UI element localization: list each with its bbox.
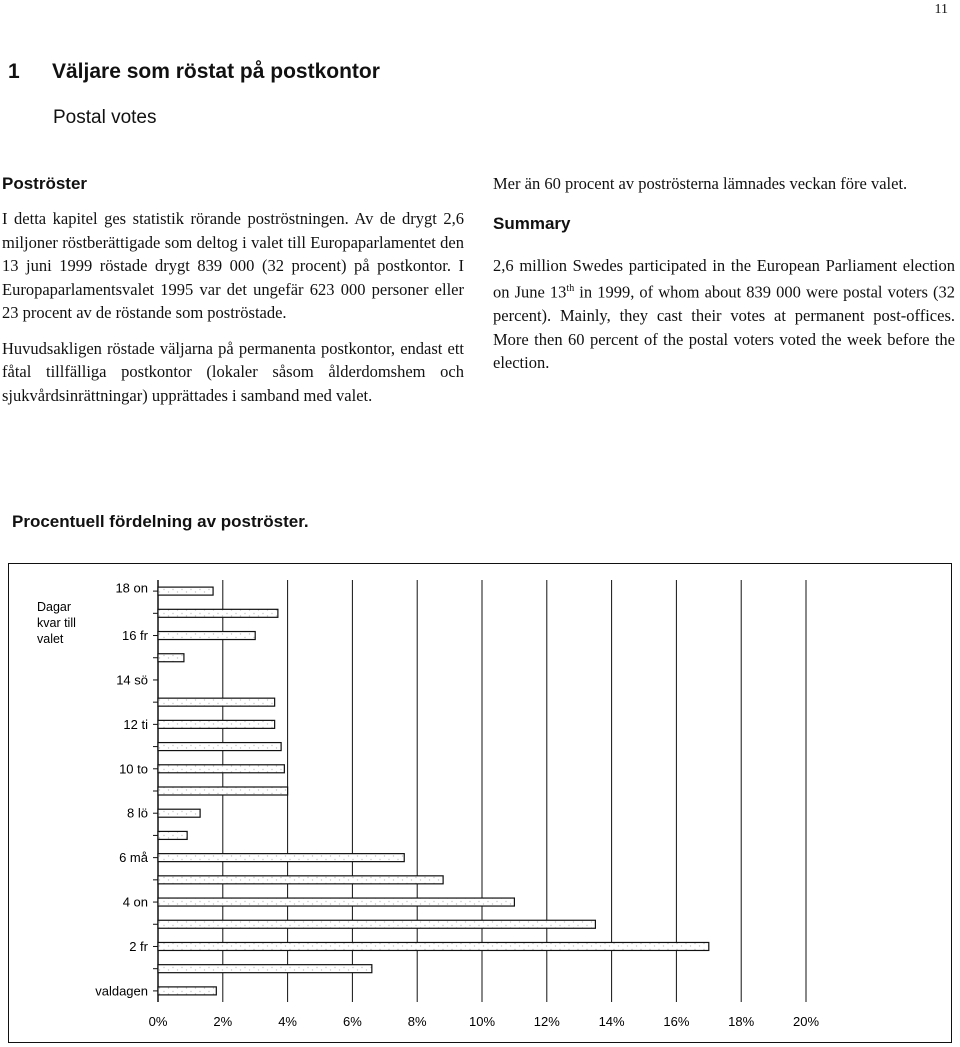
y-category-label: valdagen xyxy=(95,983,148,999)
bar xyxy=(158,765,284,773)
page-number: 11 xyxy=(934,2,948,17)
y-category-label: 12 ti xyxy=(123,716,148,732)
x-tick-label: 8% xyxy=(407,1014,427,1029)
bar xyxy=(158,942,709,950)
x-tick-label: 14% xyxy=(598,1014,625,1029)
bar xyxy=(158,787,288,795)
bar xyxy=(158,965,372,973)
chapter-title: Väljare som röstat på postkontor xyxy=(52,60,380,83)
x-tick-label: 2% xyxy=(213,1014,233,1029)
bar xyxy=(158,587,213,595)
y-category-label: 16 fr xyxy=(121,628,148,644)
y-category-label: 8 lö xyxy=(127,805,148,821)
bar xyxy=(158,632,255,640)
x-tick-label: 0% xyxy=(148,1014,168,1029)
summary-text-end: in 1999, of whom about 839 000 were postal voters (32 percent). Mainly, they cast their votes at permanent post-offices. More then 60 percent of the postal voters voted the week before the election. xyxy=(493,282,956,372)
bar xyxy=(158,987,216,995)
bar xyxy=(158,654,184,662)
y-category-label: 2 fr xyxy=(129,938,148,954)
x-tick-label: 18% xyxy=(728,1014,755,1029)
chapter-number: 1 xyxy=(8,60,20,83)
chapter-subtitle: Postal votes xyxy=(53,107,157,128)
legend-label-line: valet xyxy=(37,632,64,646)
left-paragraph-2: Huvudsakligen röstade väljarna på permanenta postkontor, endast ett fåtal tillfälliga postkontor (lokaler såsom ålderdomshem och sjukvårdsinrättningar) upprättades i samband med valet. xyxy=(2,338,464,405)
legend-label-line: Dagar xyxy=(37,600,72,614)
bar xyxy=(158,876,443,884)
x-tick-label: 4% xyxy=(278,1014,297,1029)
x-tick-label: 10% xyxy=(468,1014,496,1029)
y-category-label: 14 sö xyxy=(116,672,148,688)
chart-title: Procentuell fördelning av poströster. xyxy=(12,512,309,531)
summary-text-start: 2,6 million Swedes participated in the European Parliament election on June 13 xyxy=(493,255,955,302)
section-heading-summary: Summary xyxy=(493,213,571,233)
left-paragraph-1: I detta kapitel ges statistik rörande poströstningen. Av de drygt 2,6 miljoner röstberättigade som deltog i valet till Europaparlamentet den 13 juni 1999 röstade drygt 839 000 (32 procent) på postkontor. I Europaparlamentsvalet 1995 var det ungefär 623 000 personer eller 23 procent av de röstande som poströstade. xyxy=(2,209,464,322)
right-lead-paragraph: Mer än 60 procent av poströsterna lämnades veckan före valet. xyxy=(493,174,908,193)
bar xyxy=(158,720,275,728)
y-category-label: 4 on xyxy=(122,894,148,910)
x-tick-label: 6% xyxy=(343,1014,362,1029)
bar xyxy=(158,743,281,751)
x-tick-label: 12% xyxy=(533,1014,560,1029)
x-tick-label: 20% xyxy=(792,1014,820,1029)
y-category-label: 10 to xyxy=(119,761,148,777)
bar xyxy=(158,898,514,906)
bar xyxy=(158,831,187,839)
bar xyxy=(158,809,200,817)
y-category-label: 6 må xyxy=(119,850,148,866)
bar xyxy=(158,609,278,617)
x-tick-label: 16% xyxy=(663,1014,690,1029)
bar xyxy=(158,920,595,928)
bar xyxy=(158,854,404,862)
section-heading-postroster: Poströster xyxy=(2,174,88,193)
summary-superscript: th xyxy=(566,283,575,294)
bar xyxy=(158,698,275,706)
legend-label-line: kvar till xyxy=(37,616,76,630)
y-category-label: 18 on xyxy=(115,580,148,596)
